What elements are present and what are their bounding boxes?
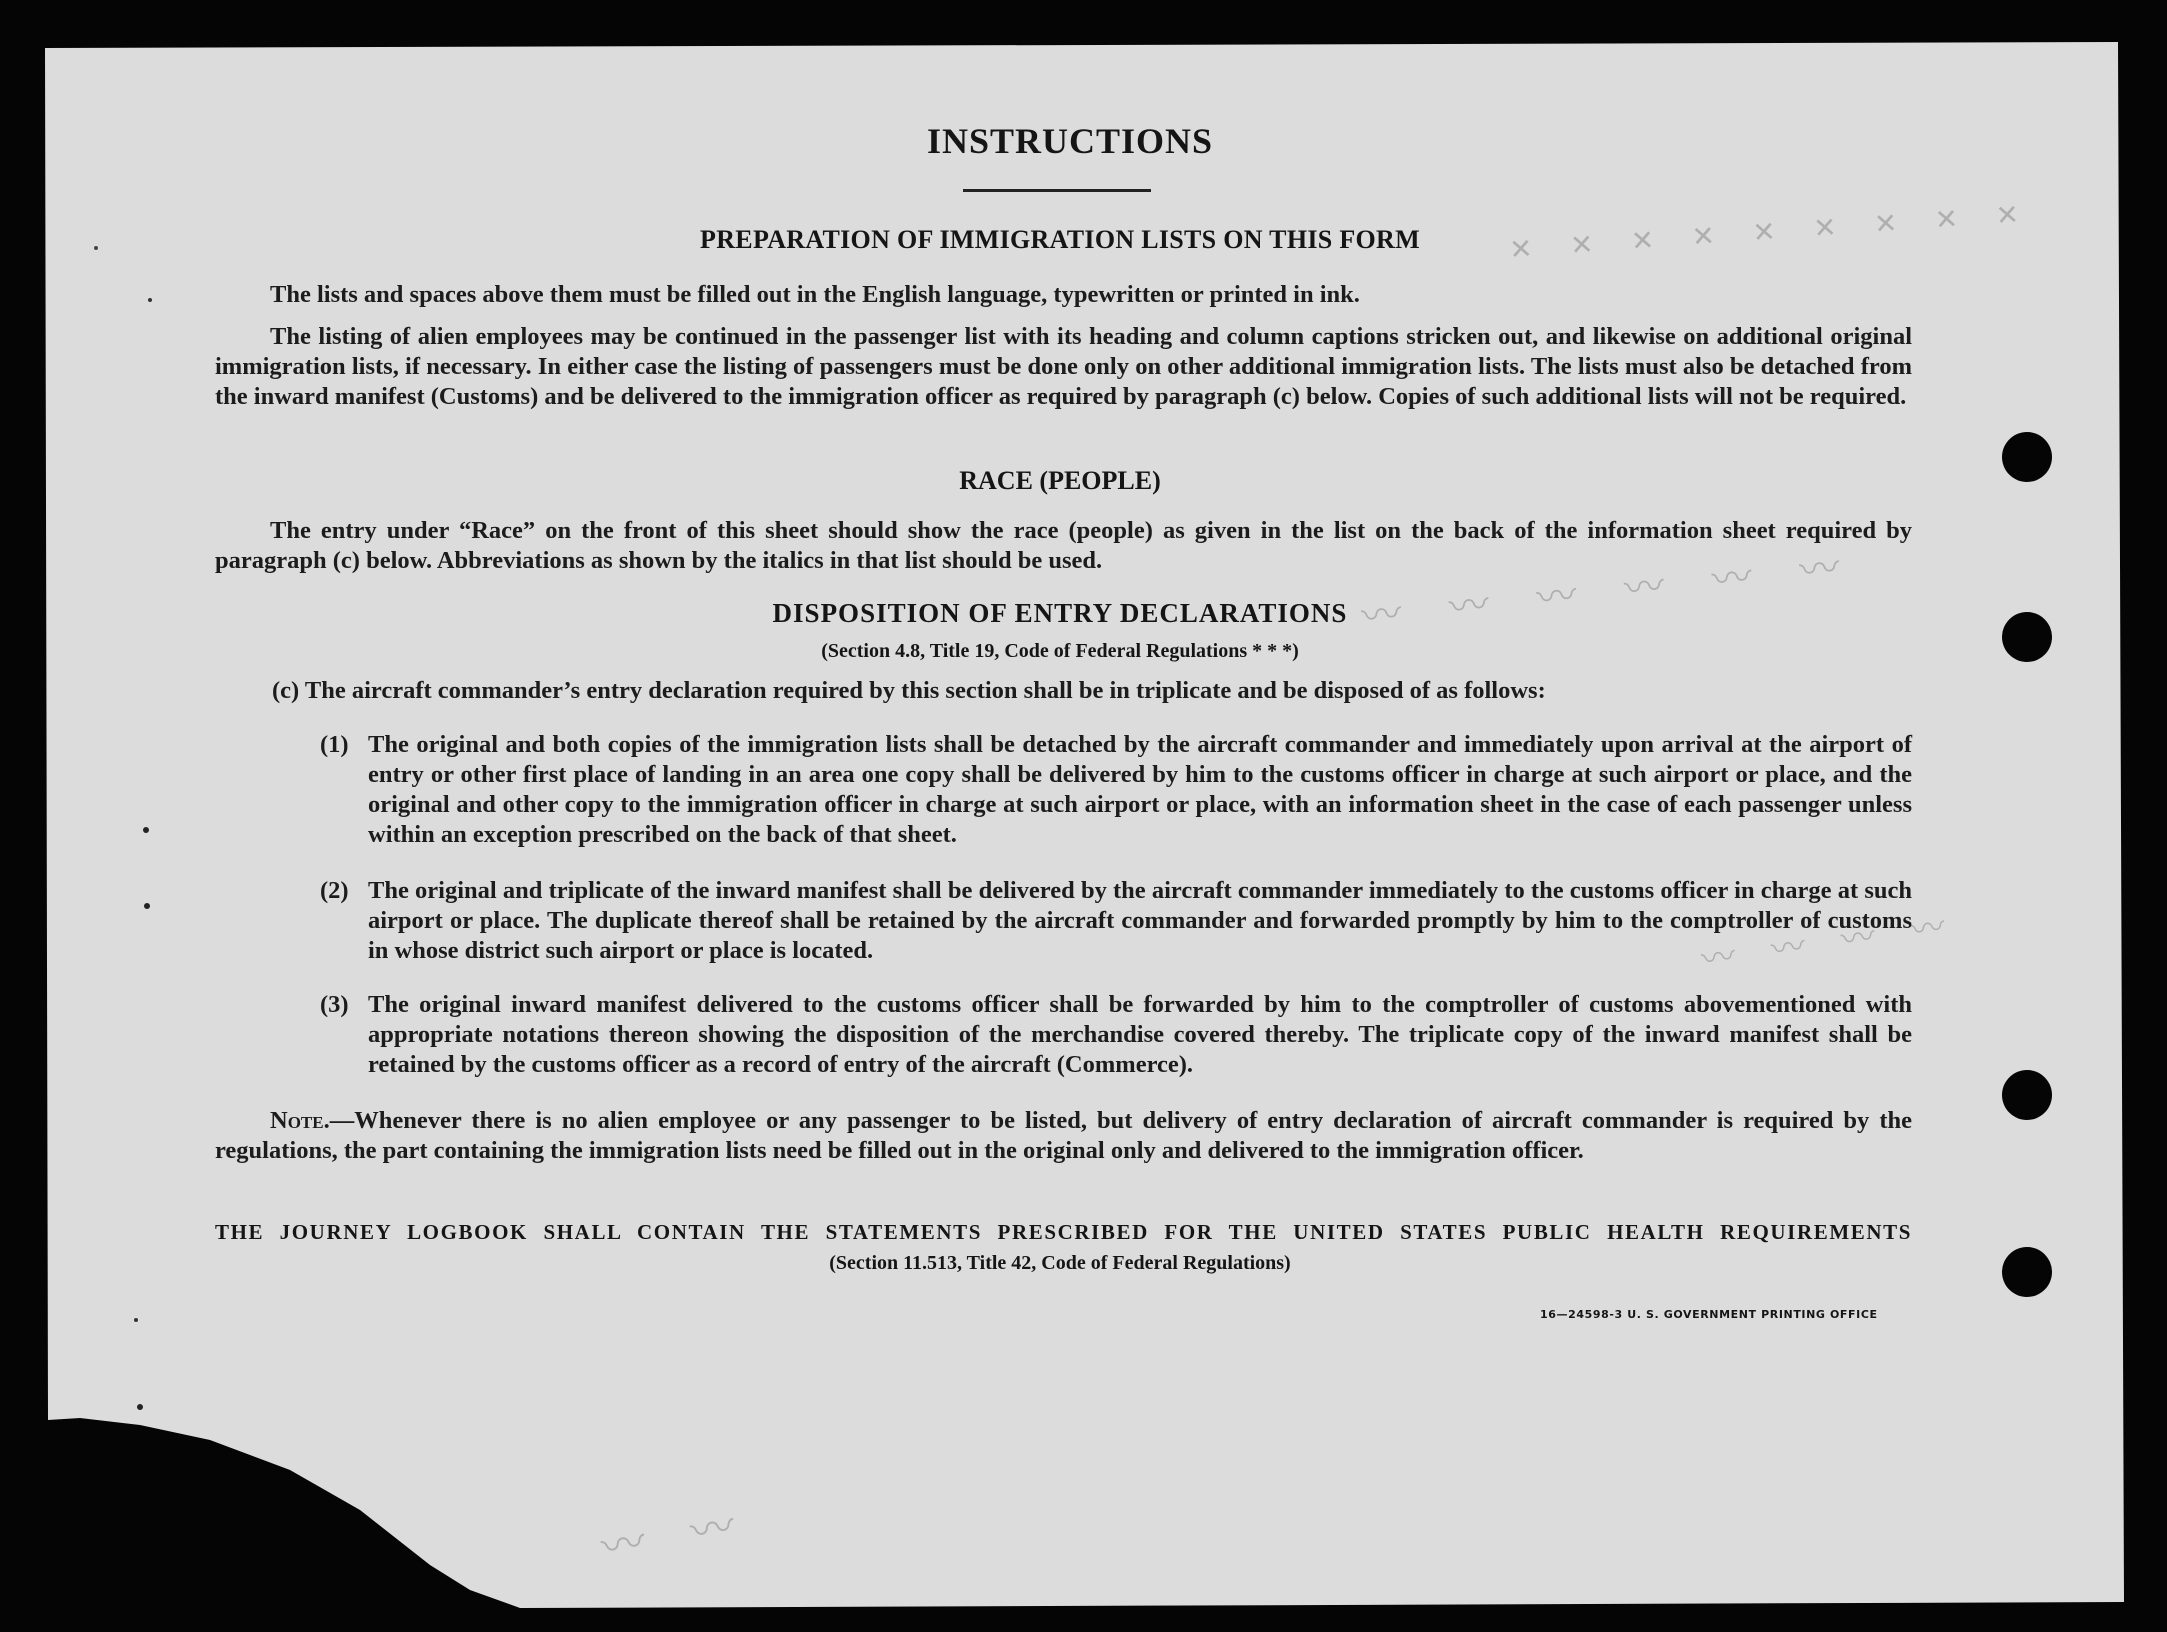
journey-logbook-citation: (Section 11.513, Title 42, Code of Federal Regulations) (829, 1252, 1291, 1274)
note-paragraph (215, 1106, 1912, 1166)
bleed-through-mark: 〰 〰 (597, 1498, 749, 1575)
disposition-intro-label: (c) (272, 677, 300, 704)
race-heading: RACE (PEOPLE) (959, 466, 1161, 495)
journey-logbook-statement: THE JOURNEY LOGBOOK SHALL CONTAIN THE STATEMENTS PRESCRIBED FOR THE UNITED STATES PUBLIC HEALTH REQUIREMENTS (215, 1220, 1912, 1244)
preparation-paragraph-2: The listing of alien employees may be continued in the passenger list with its heading and column captions stricken out, and likewise on additional original immigration lists, if necessary. In either case the listing of passengers must be done only on other additional immigration lists. The lists must also be detached from the inward manifest (Customs) and be delivered to the immigration officer as required by paragraph (c) below. Copies of such additional lists will not be required. (215, 323, 1912, 410)
disposition-intro-text: The aircraft commander’s entry declaration required by this section shall be in triplicate and be disposed of as follows: (304, 677, 1546, 704)
disposition-heading: DISPOSITION OF ENTRY DECLARATIONS (772, 598, 1348, 628)
disposition-item (320, 730, 1912, 850)
disposition-item (320, 990, 1912, 1080)
item-number: (1) (320, 731, 349, 758)
bleed-through-mark: 〰 〰 〰 〰 (1698, 905, 1956, 981)
printer-imprint: 16—24598-3 U. S. GOVERNMENT PRINTING OFFICE (1540, 1308, 1878, 1321)
race-paragraph: The entry under “Race” on the front of this sheet should show the race (people) as given in the list on the back of the information sheet required by paragraph (c) below. Abbreviations as shown by the italics in that list should be used. (215, 517, 1912, 574)
note-text: —Whenever there is no alien employee or any passenger to be listed, but delivery of entry declaration of aircraft commander is required by the regulations, the part containing the immigration lists need be filled out in the original only and delivered to the immigration officer. (215, 1107, 1912, 1164)
note-label: Note. (270, 1107, 330, 1134)
preparation-paragraph-1: The lists and spaces above them must be filled out in the English language, typewritten or printed in ink. (270, 281, 1360, 308)
preparation-heading: PREPARATION OF IMMIGRATION LISTS ON THIS FORM (700, 225, 1420, 254)
item-text: The original and both copies of the immigration lists shall be detached by the aircraft commander and immediately upon arrival at the airport of entry or other first place of landing in an area one copy shall be delivered by him to the customs officer in charge at such airport or place, and the original and other copy to the immigration officer in charge at such airport or place, with an information sheet in the case of each passenger unless within an exception prescribed on the back of that sheet. (368, 731, 1912, 848)
item-text: The original inward manifest delivered to the customs officer shall be forwarded by him to the comptroller of customs abovementioned with appropriate notations thereon showing the disposition of the merchandise covered thereby. The triplicate copy of the inward manifest shall be retained by the customs officer as a record of entry of the aircraft (Commerce). (368, 991, 1912, 1078)
bleed-through-mark: 〰 〰 〰 〰 〰 〰 (1359, 543, 1854, 641)
disposition-item (320, 876, 1912, 966)
bleed-through-mark: ✕ ✕ ✕ ✕ ✕ ✕ ✕ ✕ ✕ (1509, 191, 2029, 269)
disposition-intro (272, 676, 1912, 706)
disposition-citation: (Section 4.8, Title 19, Code of Federal Regulations * * *) (821, 640, 1299, 662)
page-title: INSTRUCTIONS (926, 121, 1214, 161)
item-text: The original and triplicate of the inward manifest shall be delivered by the aircraft commander immediately to the customs officer in charge at such airport or place. The duplicate thereof shall be retained by the aircraft commander and forwarded promptly by him to the comptroller of customs in whose district such airport or place is located. (368, 877, 1912, 964)
title-rule (963, 189, 1151, 192)
item-number: (2) (320, 877, 349, 904)
item-number: (3) (320, 991, 349, 1018)
